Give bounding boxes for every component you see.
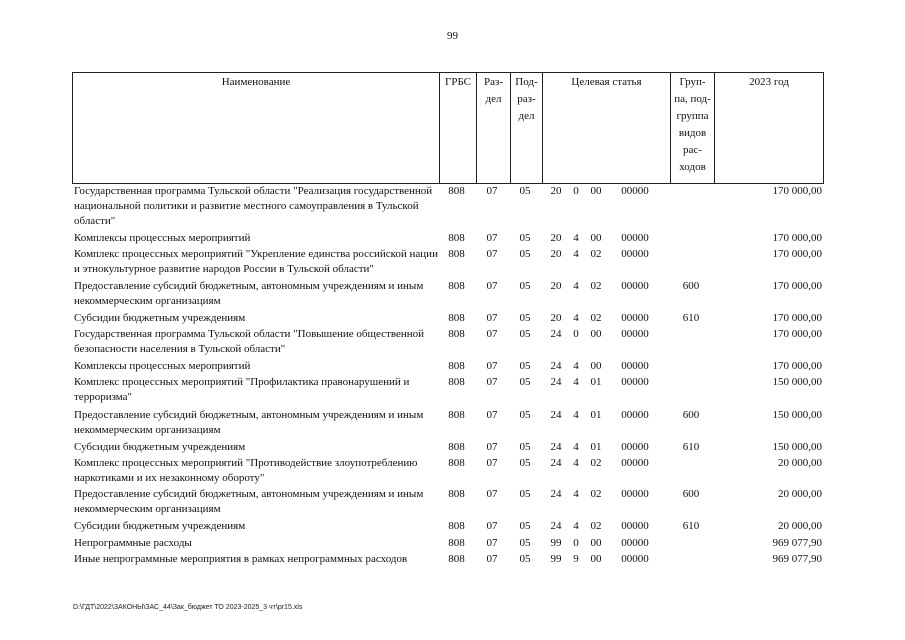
row-grbs: 808 (448, 376, 465, 388)
header-podrazdel-l2: раз- (517, 93, 536, 105)
footer-file-path: D:\ГДТ\2022\ЗАКОНЫ\ЗАС_44\Зак_бюджет ТО 2023-2025_3 чт\pr15.xls (73, 604, 303, 611)
row-grbs: 808 (448, 520, 465, 532)
row-t3: 02 (590, 280, 602, 292)
header-group-l3: группа (676, 110, 709, 122)
row-t1: 20 (550, 312, 562, 324)
row-pr: 05 (519, 312, 531, 324)
row-t3: 00 (590, 232, 602, 244)
row-pr: 05 (519, 248, 531, 260)
row-t4: 00000 (621, 441, 649, 453)
header-group (670, 73, 714, 183)
row-t4: 00000 (621, 280, 649, 292)
row-rz: 07 (486, 280, 498, 292)
row-t4: 00000 (621, 409, 649, 421)
header-group-l4: видов (678, 127, 707, 139)
row-t4: 00000 (621, 312, 649, 324)
row-t1: 99 (550, 553, 562, 565)
row-t3: 00 (590, 185, 602, 197)
header-target-label: Целевая статья (571, 76, 642, 88)
header-group-l2: па, под- (674, 93, 711, 105)
row-t2: 4 (573, 457, 579, 469)
row-amount: 150 000,00 (772, 441, 822, 453)
header-target (542, 73, 670, 183)
row-t2: 4 (573, 360, 579, 372)
table-row (72, 375, 824, 405)
row-name: Непрограммные расходы (74, 537, 192, 549)
header-grbs-label: ГРБС (444, 76, 472, 88)
row-t1: 20 (550, 232, 562, 244)
row-rz: 07 (486, 520, 498, 532)
row-rz: 07 (486, 360, 498, 372)
row-grbs: 808 (448, 488, 465, 500)
row-t2: 4 (573, 441, 579, 453)
row-rz: 07 (486, 457, 498, 469)
row-grbs: 808 (448, 185, 465, 197)
row-pr: 05 (519, 441, 531, 453)
header-name (73, 73, 439, 183)
row-t2: 4 (573, 280, 579, 292)
row-t4: 00000 (621, 520, 649, 532)
row-amount: 20 000,00 (778, 457, 822, 469)
row-pr: 05 (519, 488, 531, 500)
row-t3: 00 (590, 360, 602, 372)
row-amount: 969 077,90 (772, 537, 822, 549)
row-t3: 02 (590, 488, 602, 500)
row-amount: 969 077,90 (772, 553, 822, 565)
row-amount: 170 000,00 (772, 232, 822, 244)
row-name: Субсидии бюджетным учреждениям (74, 520, 246, 532)
row-rz: 07 (486, 328, 498, 340)
row-grbs: 808 (448, 360, 465, 372)
row-t3: 01 (590, 376, 602, 388)
row-t4: 00000 (621, 232, 649, 244)
table-row (72, 279, 824, 309)
row-name: Государственная программа Тульской области "Повышение общественной безопасности населения в Тульской области" (74, 328, 424, 355)
row-amount: 170 000,00 (772, 185, 822, 197)
header-year-label: 2023 год (749, 76, 789, 88)
table-row (72, 408, 824, 438)
row-grbs: 808 (448, 232, 465, 244)
row-grbs: 808 (448, 553, 465, 565)
row-t4: 00000 (621, 537, 649, 549)
header-group-l1: Груп- (679, 76, 706, 88)
row-t4: 00000 (621, 457, 649, 469)
row-t2: 4 (573, 409, 579, 421)
row-t2: 0 (573, 328, 579, 340)
row-name: Государственная программа Тульской области "Реализация государственной национальной политики и развитие местного самоуправления в Тульской области" (74, 185, 433, 227)
row-t3: 00 (590, 328, 602, 340)
table-row (72, 440, 824, 455)
row-rz: 07 (486, 537, 498, 549)
table-row (72, 247, 824, 277)
row-name: Субсидии бюджетным учреждениям (74, 441, 246, 453)
header-group-l5: рас- (683, 144, 702, 156)
header-podrazdel-l3: дел (518, 110, 535, 122)
row-t2: 4 (573, 376, 579, 388)
row-pr: 05 (519, 520, 531, 532)
header-razdel-l2: дел (485, 93, 502, 105)
row-grbs: 808 (448, 409, 465, 421)
row-t3: 01 (590, 441, 602, 453)
row-t3: 02 (590, 520, 602, 532)
row-name: Иные непрограммные мероприятия в рамках непрограммных расходов (74, 553, 408, 565)
row-t3: 00 (590, 537, 602, 549)
header-name-label: Наименование (221, 76, 291, 88)
row-name: Комплекс процессных мероприятий "Укрепление единства российской нации и этнокультурное развитие народов России в Тульской области" (74, 248, 438, 275)
row-grbs: 808 (448, 312, 465, 324)
row-name: Предоставление субсидий бюджетным, автономным учреждениям и иным некоммерческим организациям (74, 488, 424, 515)
row-name: Предоставление субсидий бюджетным, автономным учреждениям и иным некоммерческим организациям (74, 280, 424, 307)
row-pr: 05 (519, 328, 531, 340)
row-name: Комплекс процессных мероприятий "Противодействие злоупотреблению наркотиками и их незаконному обороту" (74, 457, 418, 484)
row-vr: 610 (682, 520, 700, 532)
row-amount: 170 000,00 (772, 360, 822, 372)
row-t1: 20 (550, 185, 562, 197)
table-row (72, 487, 824, 517)
row-t1: 24 (550, 488, 562, 500)
table-row (72, 359, 824, 374)
row-t3: 00 (590, 553, 602, 565)
table-row (72, 231, 824, 246)
header-year (714, 73, 823, 183)
row-rz: 07 (486, 185, 498, 197)
row-grbs: 808 (448, 328, 465, 340)
row-grbs: 808 (448, 441, 465, 453)
header-group-l6: ходов (679, 161, 706, 173)
table-body (72, 184, 824, 568)
row-t3: 02 (590, 457, 602, 469)
row-rz: 07 (486, 232, 498, 244)
row-amount: 170 000,00 (772, 280, 822, 292)
row-t4: 00000 (621, 553, 649, 565)
row-t2: 0 (573, 185, 579, 197)
row-amount: 20 000,00 (778, 488, 822, 500)
row-name: Предоставление субсидий бюджетным, автономным учреждениям и иным некоммерческим организациям (74, 409, 424, 436)
row-pr: 05 (519, 185, 531, 197)
table-row (72, 519, 824, 534)
row-amount: 150 000,00 (772, 376, 822, 388)
row-t1: 24 (550, 328, 562, 340)
row-pr: 05 (519, 409, 531, 421)
table-row (72, 536, 824, 551)
row-rz: 07 (486, 248, 498, 260)
row-pr: 05 (519, 553, 531, 565)
row-rz: 07 (486, 488, 498, 500)
row-amount: 20 000,00 (778, 520, 822, 532)
row-name: Комплексы процессных мероприятий (74, 360, 251, 372)
row-name: Комплексы процессных мероприятий (74, 232, 251, 244)
row-t4: 00000 (621, 488, 649, 500)
header-podrazdel (510, 73, 542, 183)
row-t1: 24 (550, 520, 562, 532)
row-t4: 00000 (621, 328, 649, 340)
row-t1: 24 (550, 441, 562, 453)
row-amount: 150 000,00 (772, 409, 822, 421)
row-pr: 05 (519, 360, 531, 372)
row-t2: 4 (573, 232, 579, 244)
table-row (72, 184, 824, 229)
row-pr: 05 (519, 537, 531, 549)
row-pr: 05 (519, 232, 531, 244)
row-rz: 07 (486, 376, 498, 388)
row-t1: 24 (550, 360, 562, 372)
header-grbs (439, 73, 476, 183)
table-row (72, 311, 824, 326)
row-vr: 600 (682, 409, 700, 421)
table-row (72, 327, 824, 357)
table-row (72, 552, 824, 567)
row-vr: 610 (682, 312, 700, 324)
row-rz: 07 (486, 553, 498, 565)
row-t4: 00000 (621, 376, 649, 388)
row-t1: 24 (550, 409, 562, 421)
row-rz: 07 (486, 441, 498, 453)
row-t2: 4 (573, 248, 579, 260)
row-name: Субсидии бюджетным учреждениям (74, 312, 246, 324)
row-grbs: 808 (448, 248, 465, 260)
row-rz: 07 (486, 409, 498, 421)
row-grbs: 808 (448, 280, 465, 292)
row-name: Комплекс процессных мероприятий "Профилактика правонарушений и терроризма" (74, 376, 410, 403)
row-amount: 170 000,00 (772, 328, 822, 340)
row-vr: 600 (682, 488, 700, 500)
row-t2: 4 (573, 488, 579, 500)
table-header (72, 72, 824, 184)
row-t3: 01 (590, 409, 602, 421)
header-podrazdel-l1: Под- (515, 76, 538, 88)
row-t2: 0 (573, 537, 579, 549)
row-t2: 4 (573, 312, 579, 324)
row-amount: 170 000,00 (772, 312, 822, 324)
row-t1: 24 (550, 376, 562, 388)
row-t3: 02 (590, 248, 602, 260)
row-t4: 00000 (621, 360, 649, 372)
header-razdel (476, 73, 510, 183)
row-pr: 05 (519, 376, 531, 388)
row-t1: 99 (550, 537, 562, 549)
row-t1: 24 (550, 457, 562, 469)
header-razdel-l1: Раз- (483, 76, 503, 88)
row-t4: 00000 (621, 248, 649, 260)
row-t2: 9 (573, 553, 579, 565)
row-pr: 05 (519, 457, 531, 469)
row-amount: 170 000,00 (772, 248, 822, 260)
row-rz: 07 (486, 312, 498, 324)
row-pr: 05 (519, 280, 531, 292)
row-t2: 4 (573, 520, 579, 532)
row-t1: 20 (550, 248, 562, 260)
row-vr: 600 (682, 280, 700, 292)
table-row (72, 456, 824, 486)
row-grbs: 808 (448, 457, 465, 469)
row-t4: 00000 (621, 185, 649, 197)
row-vr: 610 (682, 441, 700, 453)
row-t1: 20 (550, 280, 562, 292)
page-number: 99 (447, 30, 458, 42)
row-t3: 02 (590, 312, 602, 324)
row-grbs: 808 (448, 537, 465, 549)
